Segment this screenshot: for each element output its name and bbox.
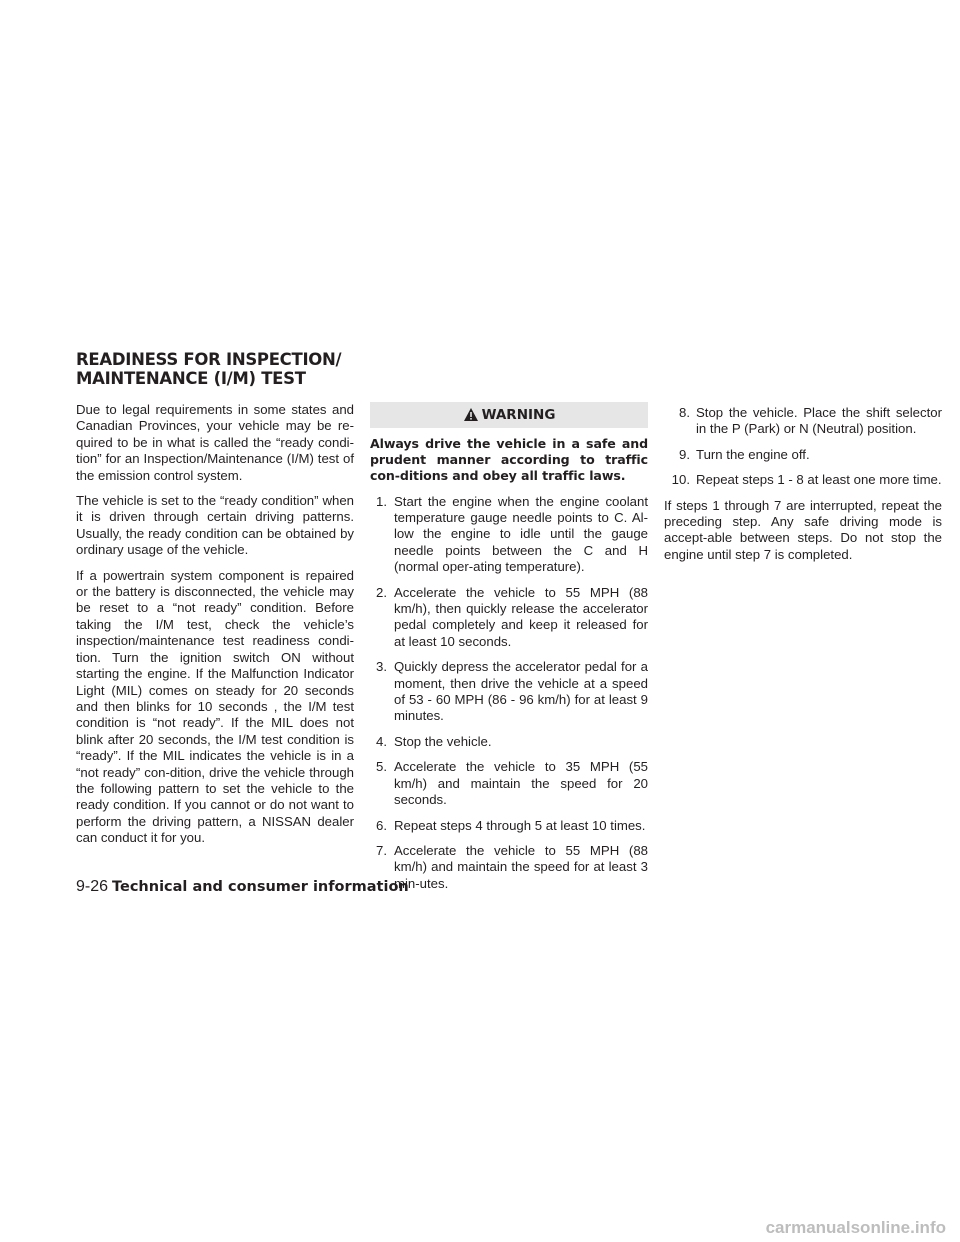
list-item bbox=[370, 734, 648, 750]
step-text: Accelerate the vehicle to 55 MPH (88 km/h) and maintain the speed for at least 3 min-utes. bbox=[394, 842, 648, 891]
warning-text: Always drive the vehicle in a safe and prudent manner according to traffic con-ditions and obey all traffic laws. bbox=[370, 436, 648, 484]
heading-line-2: MAINTENANCE (I/M) TEST bbox=[76, 369, 306, 388]
steps-list-continued bbox=[664, 405, 942, 489]
step-text: Quickly depress the accelerator pedal for a moment, then drive the vehicle at a speed of 53 - 60 MPH (86 - 96 km/h) for at least 9 minutes. bbox=[394, 659, 648, 724]
warning-label: WARNING bbox=[481, 406, 556, 423]
step-number: 7. bbox=[376, 842, 387, 858]
warning-icon bbox=[463, 407, 479, 423]
step-text: Accelerate the vehicle to 35 MPH (55 km/h) and maintain the speed for 20 seconds. bbox=[394, 759, 648, 808]
column-middle bbox=[370, 402, 648, 901]
section-heading bbox=[76, 350, 436, 388]
paragraph: If a powertrain system component is repaired or the battery is disconnected, the vehicle may be reset to a “not ready” condition. Before taking the I/M test, check the vehicle’s inspection/maintenance test readiness condi-tion. Turn the ignition switch ON without starting the engine. If the Malfunction Indicator Light (MIL) comes on steady for 20 seconds and then blinks for 10 seconds , the I/M test condition is “not ready”. If the MIL does not blink after 20 seconds, the I/M test condition is “ready”. If the MIL indicates the vehicle is in a “not ready” con-dition, drive the vehicle through the following pattern to set the vehicle to the ready condition. If you cannot or do not want to perform the driving pattern, a NISSAN dealer can conduct it for you. bbox=[76, 567, 354, 846]
list-item bbox=[370, 759, 648, 808]
step-number: 10. bbox=[671, 472, 690, 488]
step-text: Start the engine when the engine coolant temperature gauge needle points to C. Al-low the engine to idle until the gauge needle points between the C and H (normal oper-ating temperature). bbox=[394, 493, 648, 575]
step-number: 8. bbox=[679, 405, 690, 420]
column-right bbox=[664, 405, 942, 572]
step-number: 9. bbox=[679, 446, 690, 462]
list-item bbox=[370, 585, 648, 651]
section-title: Technical and consumer information bbox=[112, 879, 409, 895]
step-number: 6. bbox=[376, 817, 387, 833]
step-text: Accelerate the vehicle to 55 MPH (88 km/h), then quickly release the accelerator pedal completely and keep it released for at least 10 seconds. bbox=[394, 584, 648, 649]
watermark: carmanualsonline.info bbox=[765, 1218, 946, 1237]
paragraph: Due to legal requirements in some states and Canadian Provinces, your vehicle may be re-quired to be in what is called the “ready condi-tion” for an Inspection/Maintenance (I/M) test of the emission control system. bbox=[76, 402, 354, 483]
list-item bbox=[370, 494, 648, 576]
step-text: Repeat steps 4 through 5 at least 10 times. bbox=[394, 817, 646, 833]
page-number: 9-26 bbox=[76, 878, 109, 895]
paragraph: The vehicle is set to the “ready condition” when it is driven through certain driving patterns. Usually, the ready condition can be obtained by ordinary usage of the vehicle. bbox=[76, 493, 354, 558]
warning-banner bbox=[370, 402, 648, 428]
step-text: Stop the vehicle. bbox=[394, 733, 492, 749]
column-left bbox=[76, 402, 354, 856]
list-item bbox=[664, 405, 942, 438]
page-footer bbox=[76, 878, 409, 896]
list-item bbox=[664, 472, 942, 488]
step-text: Stop the vehicle. Place the shift selector in the P (Park) or N (Neutral) position. bbox=[696, 405, 942, 437]
step-text: Turn the engine off. bbox=[696, 446, 810, 462]
step-number: 3. bbox=[376, 659, 387, 675]
step-number: 2. bbox=[376, 584, 387, 600]
list-item bbox=[370, 843, 648, 892]
step-number: 4. bbox=[376, 733, 387, 749]
steps-list bbox=[370, 494, 648, 893]
step-number: 5. bbox=[376, 759, 387, 775]
list-item bbox=[370, 659, 648, 725]
step-number: 1. bbox=[376, 493, 387, 509]
step-text: Repeat steps 1 - 8 at least one more time. bbox=[696, 472, 942, 488]
list-item bbox=[370, 818, 648, 834]
list-item bbox=[664, 447, 942, 463]
heading-line-1: READINESS FOR INSPECTION/ bbox=[76, 350, 342, 369]
closing-paragraph: If steps 1 through 7 are interrupted, repeat the preceding step. Any safe driving mode is accept-able between steps. Do not stop the engine until step 7 is completed. bbox=[664, 497, 942, 562]
